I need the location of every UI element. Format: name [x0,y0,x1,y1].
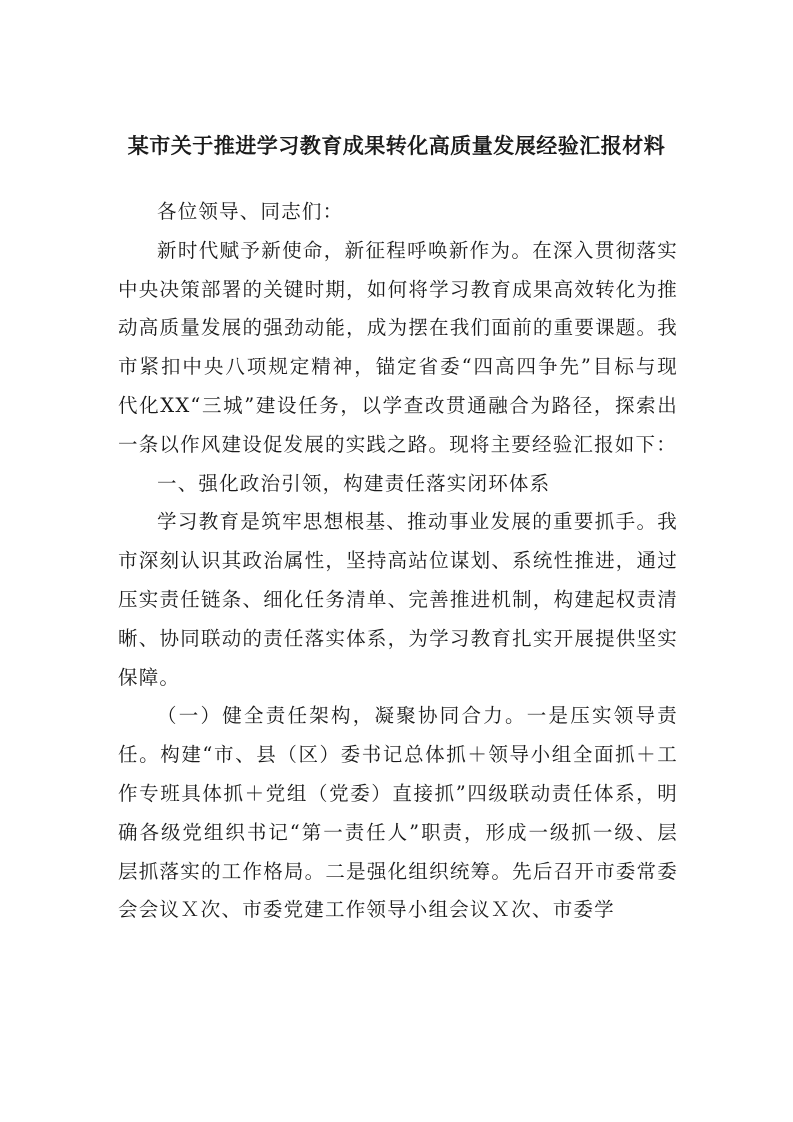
salutation: 各位领导、同志们： [157,200,344,223]
document-body [118,193,678,930]
section-paragraph: 学习教育是筑牢思想根基、推动事业发展的重要抓手。我市深刻认识其政治属性，坚持高站位谋划、系统性推进，通过压实责任链条、细化任务清单、完善推进机制，构建起权责清晰、协同联动的责任落实体系，为学习教育扎实开展提供坚实保障。 [118,510,678,689]
subsection-paragraph: （一）健全责任架构，凝聚协同合力。一是压实领导责任。构建“市、县（区）委书记总体抓＋领导小组全面抓＋工作专班具体抓＋党组（党委）直接抓”四级联动责任体系，明确各级党组织书记“第一责任人”职责，形成一级抓一级、层层抓落实的工作格局。二是强化组织统筹。先后召开市委常委会会议Ｘ次、市委党建工作领导小组会议Ｘ次、市委学 [118,704,678,922]
intro-paragraph: 新时代赋予新使命，新征程呼唤新作为。在深入贯彻落实中央决策部署的关键时期，如何将学习教育成果高效转化为推动高质量发展的强劲动能，成为摆在我们面前的重要课题。我市紧扣中央八项规定精神，锚定省委“四高四争先”目标与现代化XX“三城”建设任务，以学查改贯通融合为路径，探索出一条以作风建设促发展的实践之路。现将主要经验汇报如下： [118,238,678,456]
document-title: 某市关于推进学习教育成果转化高质量发展经验汇报材料 [127,134,666,158]
section-heading: 一、强化政治引领，构建责任落实闭环体系 [157,471,551,495]
